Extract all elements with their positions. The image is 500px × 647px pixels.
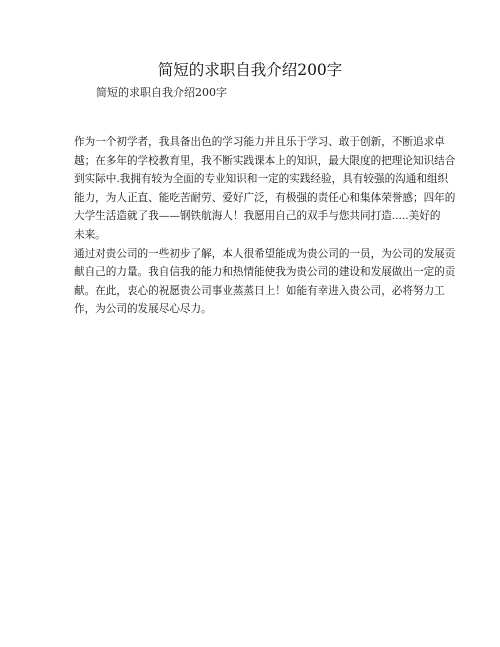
document-title: 简短的求职自我介绍200字	[157, 61, 343, 79]
paragraph-line: 未来。	[74, 228, 106, 241]
paragraph-line: 越；在多年的学校教育里，我不断实践课本上的知识，最大限度的把理论知识结合	[74, 154, 456, 167]
paragraph-line: 献自己的力量。我自信我的能力和热情能使我为贵公司的建设和发展做出一定的贡	[74, 266, 456, 279]
paragraph-line: 能力，为人正直、能吃苦耐劳、爱好广泛，有极强的责任心和集体荣誉感；四年的	[74, 191, 456, 204]
paragraph-line: 作为一个初学者，我具备出色的学习能力并且乐于学习、敢于创新，不断追求卓	[74, 136, 445, 148]
paragraph-1	[74, 133, 456, 245]
paragraph-line: 献。在此，衷心的祝愿贵公司事业蒸蒸日上！如能有幸进入贵公司，必将努力工	[74, 284, 445, 297]
paragraph-2	[74, 245, 456, 319]
paragraph-line: 通过对贵公司的一些初步了解，本人很希望能成为贵公司的一员，为公司的发展贡	[74, 247, 456, 260]
paragraph-line: 作，为公司的发展尽心尽力。	[74, 303, 212, 316]
document-subtitle: 简短的求职自我介绍200字	[96, 86, 227, 99]
paragraph-line: 大学生活造就了我——钢铁航海人！我愿用自己的双手与您共同打造.....美好的	[74, 210, 441, 223]
paragraph-line: 到实际中.我拥有较为全面的专业知识和一定的实践经验，具有较强的沟通和组织	[74, 173, 449, 186]
document-body	[74, 133, 456, 319]
